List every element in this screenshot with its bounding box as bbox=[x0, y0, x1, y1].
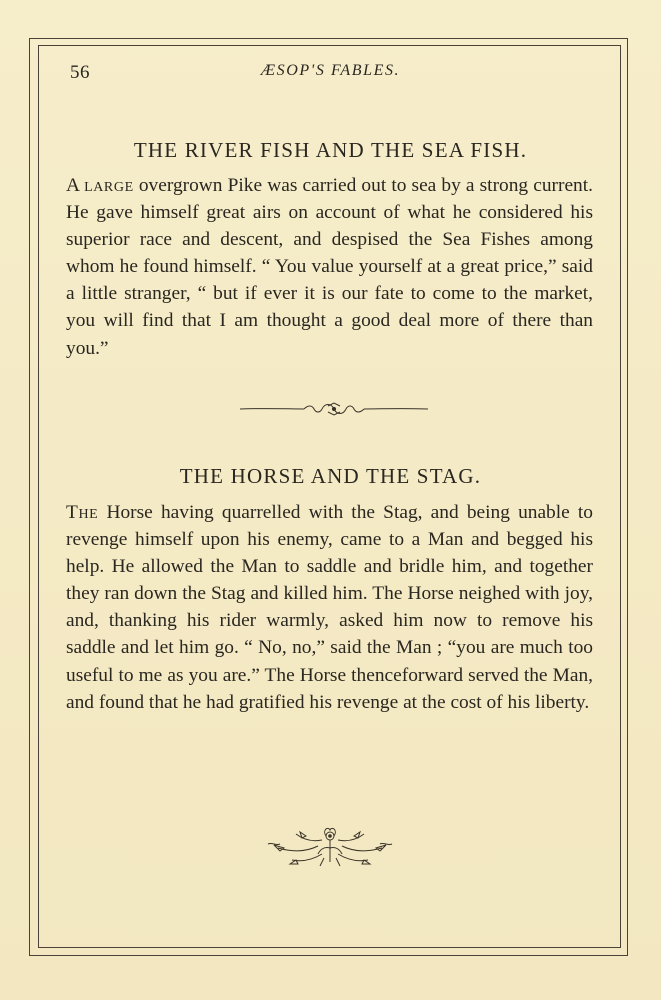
opening-letter: A bbox=[66, 175, 79, 196]
opening-small-caps: large bbox=[84, 175, 134, 196]
floral-tailpiece-icon bbox=[262, 826, 398, 870]
fable-title-horse-stag: THE HORSE AND THE STAG. bbox=[179, 464, 482, 488]
fable-body: Horse having quarrelled with the Stag, and being unable to revenge himself upon his enemy, came to a Man and begged his help. He allowed the Man to saddle and bridle him, and together they ran down the Stag and killed him. The Horse neighed with joy, and, thanking his rider warmly, asked him now to remove his saddle and let him go. “ No, no,” said the Man ; “you are much too useful to me as you are.” The Horse thenceforward served the Man, and found that he had gratified his revenge at the cost of his liberty. bbox=[66, 502, 593, 713]
fable-title-river-fish: THE RIVER FISH AND THE SEA FISH. bbox=[133, 138, 528, 162]
fable-text-horse-stag bbox=[66, 499, 593, 716]
ornament-divider-icon bbox=[238, 399, 430, 419]
fable-text-river-fish bbox=[66, 172, 593, 362]
page-number: 56 bbox=[70, 62, 90, 83]
running-title: ÆSOP'S FABLES. bbox=[260, 62, 401, 79]
fable-body: overgrown Pike was carried out to sea by a strong current. He gave himself great airs on account of what he considered his superior race and descent, and despised the Sea Fishes among whom he found himself. “ You value yourself at a great price,” said a little stranger, “ but if ever it is our fate to come to the market, you will find that I am thought a good deal more of there than you.” bbox=[66, 175, 593, 359]
opening-small-caps: The bbox=[66, 502, 99, 523]
